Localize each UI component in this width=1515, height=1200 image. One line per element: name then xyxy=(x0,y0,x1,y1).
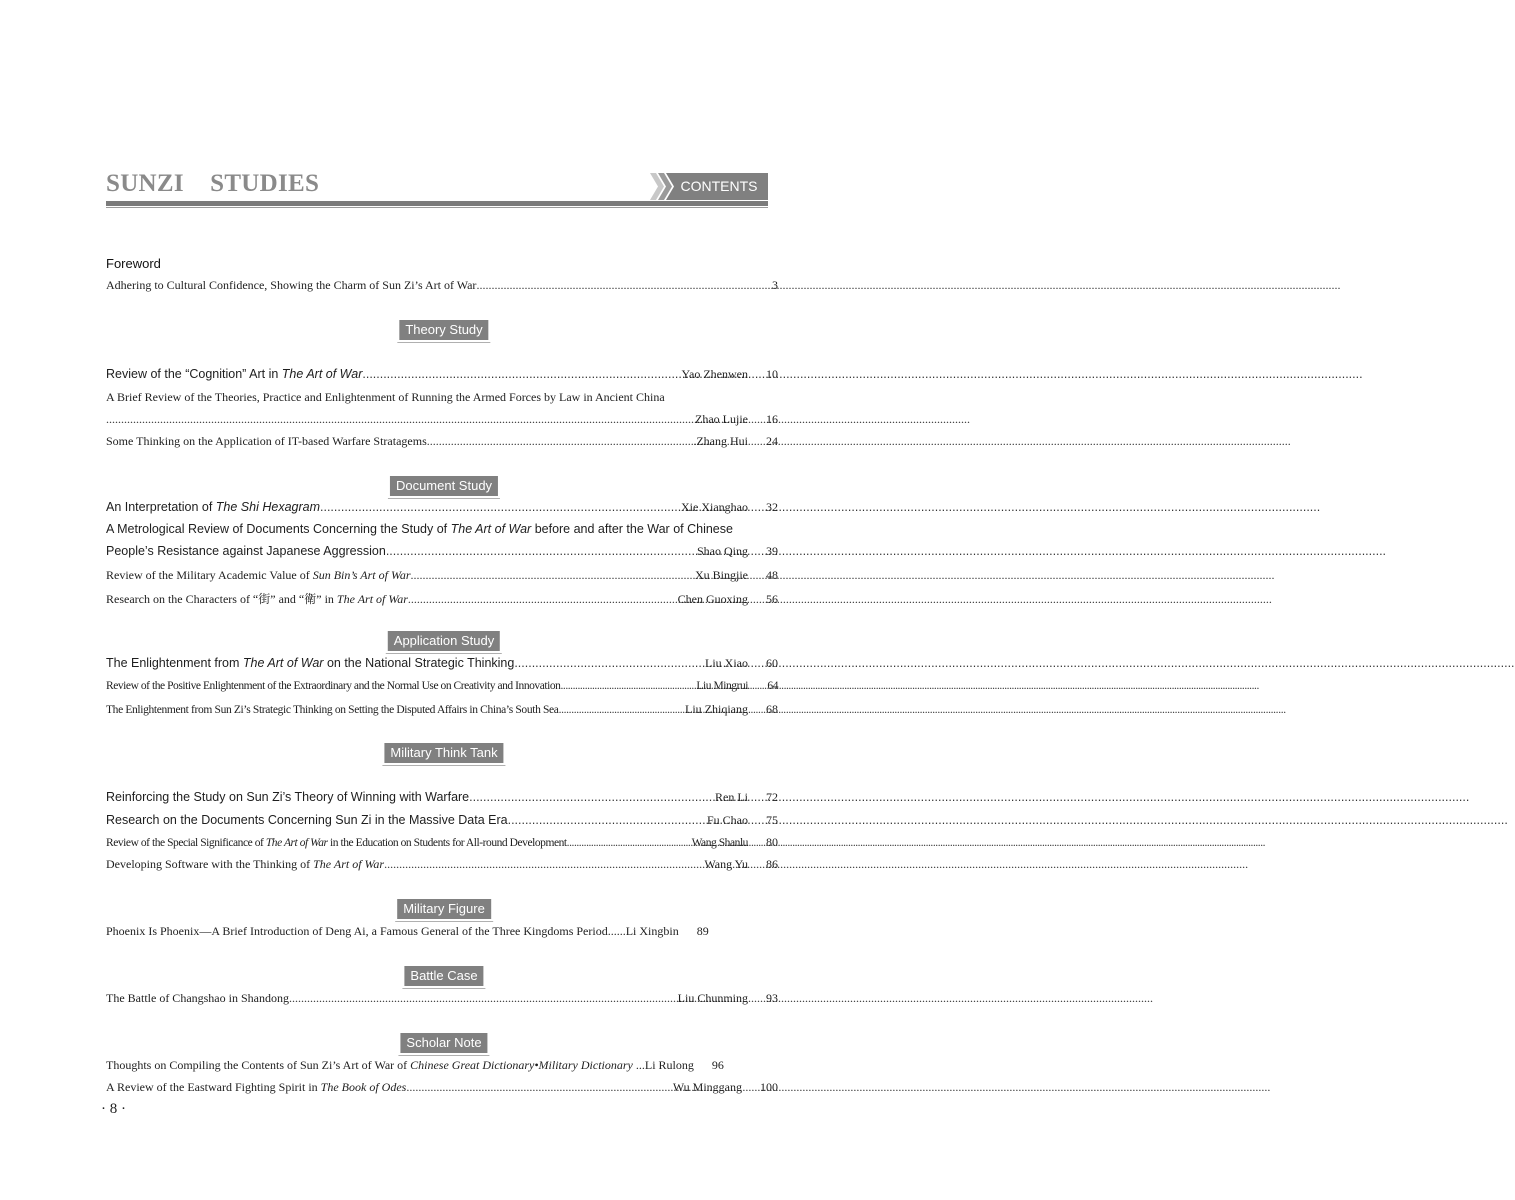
entry-author: .Zhang Hui xyxy=(693,434,748,448)
entry-page: 10 xyxy=(766,367,778,381)
entry-title: The Enlightenment from The Art of War on the National Strategic Thinking xyxy=(106,656,515,670)
toc-entry[interactable] xyxy=(106,434,778,452)
entry-author: Ren Li xyxy=(715,790,748,804)
leader-dots xyxy=(362,367,681,381)
section-scholar-note: Scholar Note xyxy=(400,1033,487,1053)
entry-page: 89 xyxy=(696,924,709,938)
entry-title: Thoughts on Compiling the Contents of Sun Zi’s Art of War of Chinese Great Dictionary•Military Dictionary ... xyxy=(106,1058,645,1072)
leader-dots xyxy=(476,278,772,293)
entry-title: Research on the Documents Concerning Sun Zi in the Massive Data Era xyxy=(106,813,508,827)
foreword-heading: Foreword xyxy=(106,256,161,271)
leader-dots xyxy=(559,704,685,716)
toc-entry-continued[interactable] xyxy=(106,544,778,562)
entry-title: Review of the Military Academic Value of Sun Bin’s Art of War xyxy=(106,568,411,582)
entry-author: Xu Bingjie xyxy=(695,568,748,582)
toc-entry[interactable] xyxy=(106,568,778,586)
entry-author: Yao Zhenwen xyxy=(681,367,748,381)
entry-author: Li Xingbin xyxy=(625,924,679,938)
leader-dots xyxy=(384,857,704,872)
toc-entry[interactable] xyxy=(106,590,778,608)
entry-page: 68 xyxy=(766,702,778,716)
entry-title: The Battle of Changshao in Shandong xyxy=(106,991,289,1005)
section-application-study: Application Study xyxy=(388,631,500,651)
entry-page: 32 xyxy=(766,500,778,514)
entry-author: Liu Chunming xyxy=(677,991,748,1005)
entry-author: Wu Minggang xyxy=(672,1080,742,1094)
toc-entry[interactable] xyxy=(106,813,778,831)
toc-entry[interactable] xyxy=(106,1080,778,1098)
toc-entry[interactable] xyxy=(106,835,778,853)
header-rule-thin xyxy=(106,207,768,208)
entry-author: Liu Xiao xyxy=(705,656,748,670)
entry-page: 60 xyxy=(766,656,778,670)
leader-dots xyxy=(427,434,694,449)
leader-dots xyxy=(320,500,681,514)
header-rule xyxy=(106,201,768,206)
leader-dots xyxy=(106,412,695,427)
entry-page: 3 xyxy=(772,278,778,292)
toc-entry[interactable] xyxy=(106,656,778,674)
section-theory-study: Theory Study xyxy=(399,320,488,340)
entry-page: 100 xyxy=(760,1080,778,1094)
entry-title: Research on the Characters of “街” and “衛” in The Art of War xyxy=(106,592,408,606)
toc-entry-continued[interactable] xyxy=(106,412,778,430)
entry-page: 48 xyxy=(766,568,778,582)
section-military-think-tank: Military Think Tank xyxy=(384,743,503,763)
entry-title: Review of the Positive Enlightenment of the Extraordinary and the Normal Use on Creativity and Innovation xyxy=(106,680,561,692)
entry-author: Xie Xianghao xyxy=(681,500,748,514)
entry-page: 16 xyxy=(766,412,778,426)
entry-page: 64 xyxy=(767,680,778,692)
entry-title: Phoenix Is Phoenix—A Brief Introduction of Deng Ai, a Famous General of the Three Kingdoms Period...... xyxy=(106,924,626,938)
entry-title: Some Thinking on the Application of IT-based Warfare Stratagems xyxy=(106,434,427,448)
leader-dots xyxy=(408,592,678,607)
entry-page: 96 xyxy=(711,1058,724,1072)
entry-title: Developing Software with the Thinking of The Art of War xyxy=(106,857,385,871)
leader-dots xyxy=(514,656,705,670)
section-battle-case: Battle Case xyxy=(404,966,483,986)
entry-title: The Enlightenment from Sun Zi’s Strategic Thinking on Setting the Disputed Affairs in China’s South Sea xyxy=(106,704,559,716)
journal-title: SUNZI STUDIES xyxy=(106,170,320,197)
toc-entry[interactable] xyxy=(106,278,778,296)
section-document-study: Document Study xyxy=(390,476,498,496)
entry-page: 72 xyxy=(766,790,778,804)
section-military-figure: Military Figure xyxy=(397,899,491,919)
leader-dots xyxy=(567,837,692,849)
contents-tab xyxy=(650,173,768,200)
entry-page: 56 xyxy=(766,592,778,606)
entry-author: Shao Qing xyxy=(697,544,748,558)
entry-author: Zhao Lujie xyxy=(695,412,748,426)
leader-dots xyxy=(560,680,696,692)
toc-entry[interactable] xyxy=(106,522,778,540)
toc-entry[interactable] xyxy=(106,924,778,942)
toc-entry[interactable] xyxy=(106,790,778,808)
entry-title: Reinforcing the Study on Sun Zi’s Theory of Winning with Warfare xyxy=(106,790,470,804)
leader-dots xyxy=(508,813,707,827)
entry-author: Li Rulong xyxy=(644,1058,694,1072)
entry-page: 39 xyxy=(766,544,778,558)
entry-page: 75 xyxy=(766,813,778,827)
entry-title: Review of the “Cognition” Art in The Art of War xyxy=(106,367,363,381)
toc-entry[interactable] xyxy=(106,1058,778,1076)
entry-page: 93 xyxy=(766,991,778,1005)
toc-entry[interactable] xyxy=(106,680,778,698)
leader-dots xyxy=(469,790,715,804)
entry-title: A Review of the Eastward Fighting Spirit in The Book of Odes xyxy=(106,1080,407,1094)
toc-entry[interactable] xyxy=(106,390,778,408)
entry-page: 24 xyxy=(766,434,778,448)
toc-entry[interactable] xyxy=(106,367,778,385)
entry-author: Liu Zhiqiang xyxy=(685,702,748,716)
entry-title: A Brief Review of the Theories, Practice and Enlightenment of Running the Armed Forces by Law in Ancient China xyxy=(106,390,665,404)
entry-author: Liu Mingrui xyxy=(696,680,748,692)
entry-title: Review of the Special Significance of The Art of War in the Education on Students for All-round Development xyxy=(106,837,567,849)
entry-title: People’s Resistance against Japanese Aggression xyxy=(106,544,386,558)
leader-dots xyxy=(386,544,697,558)
leader-dots xyxy=(406,1080,673,1095)
leader-dots xyxy=(289,991,678,1006)
contents-label: CONTENTS xyxy=(680,178,758,194)
entry-author: Chen Guoxing xyxy=(677,592,748,606)
entry-author: Wang Yu xyxy=(704,857,748,871)
toc-entry[interactable] xyxy=(106,500,778,518)
leader-dots xyxy=(411,568,695,583)
toc-entry[interactable] xyxy=(106,991,778,1009)
entry-author: Wang Shanlu xyxy=(691,837,748,849)
toc-entry[interactable] xyxy=(106,702,778,720)
entry-title: Adhering to Cultural Confidence, Showing the Charm of Sun Zi’s Art of War xyxy=(106,278,477,292)
toc-entry[interactable] xyxy=(106,857,778,875)
page-number: · 8 · xyxy=(101,1101,126,1117)
entry-page: 86 xyxy=(766,857,778,871)
entry-title: An Interpretation of The Shi Hexagram xyxy=(106,500,321,514)
entry-author: Fu Chao xyxy=(706,813,748,827)
entry-page: 80 xyxy=(766,835,778,849)
entry-title: A Metrological Review of Documents Concerning the Study of The Art of War before and after the War of Chinese xyxy=(106,522,733,536)
